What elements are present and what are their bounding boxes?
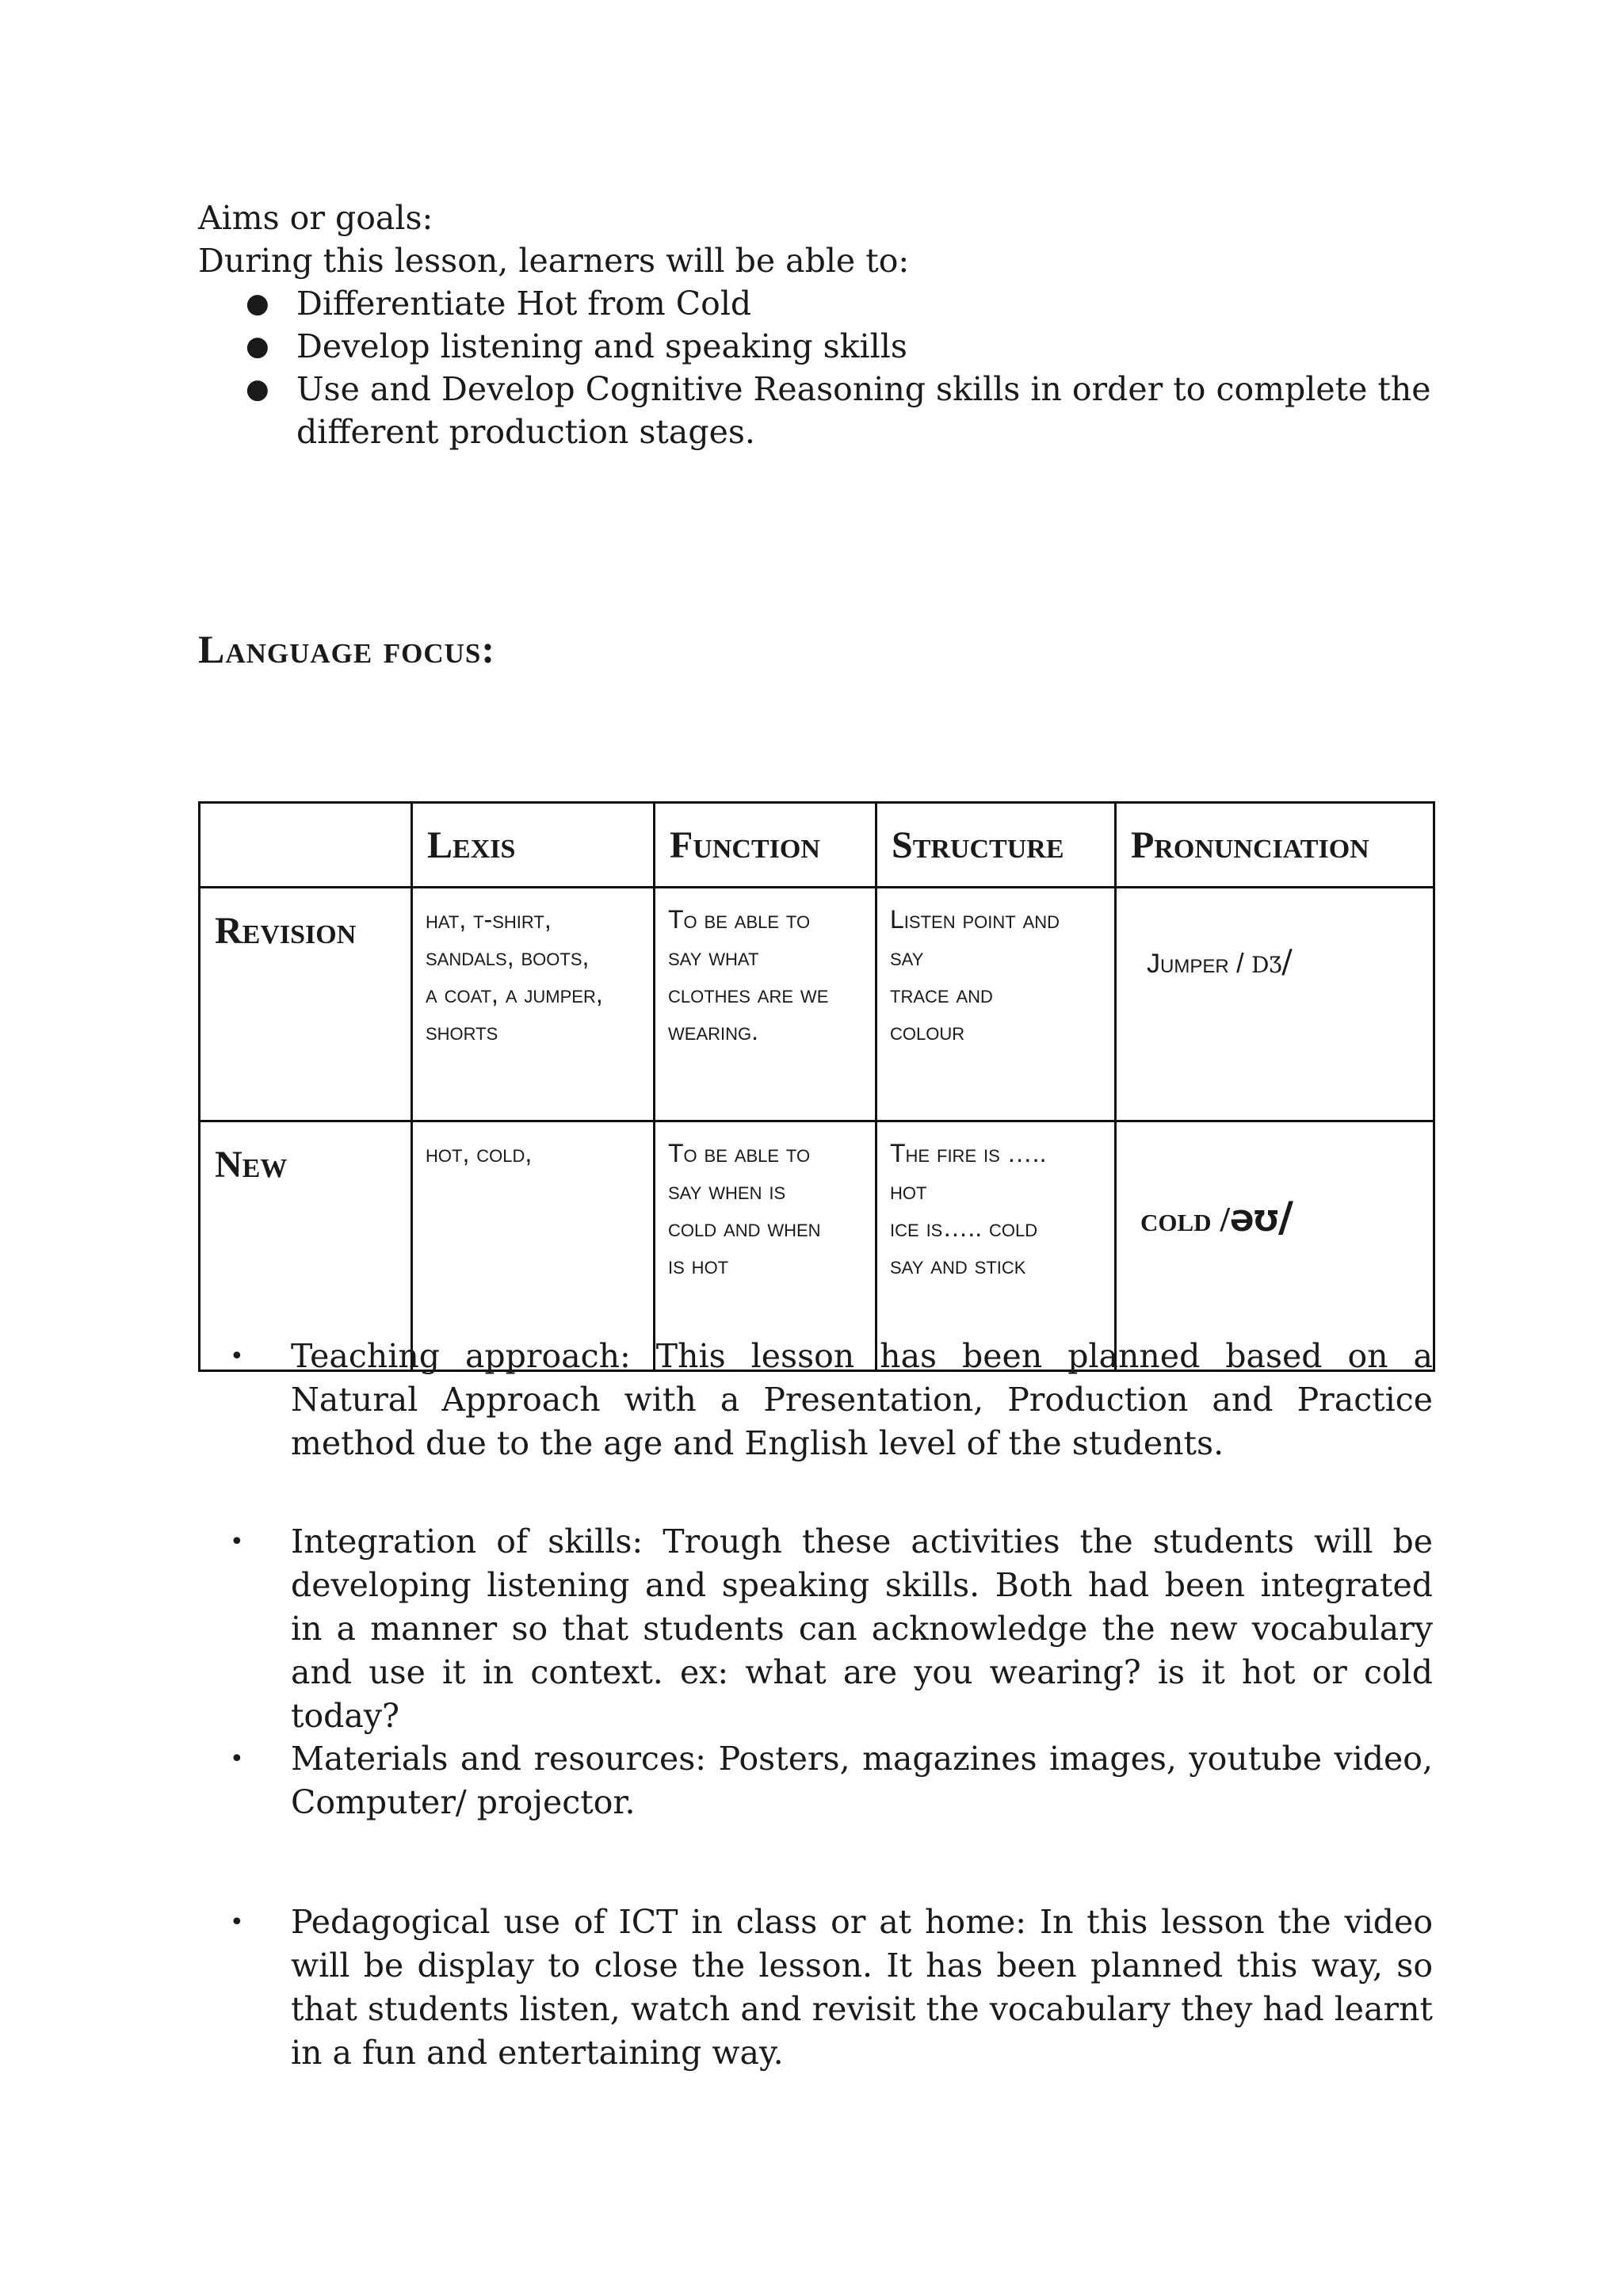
paragraph-text: Materials and resources: Posters, magazines images, youtube video, Computer/ projector.	[291, 1740, 1433, 1821]
cell-line: wearing.	[668, 1017, 759, 1045]
cell-line: hat, t-shirt,	[426, 905, 552, 934]
small-bullet-icon: •	[230, 1343, 244, 1370]
column-header-lexis: Lexis	[412, 803, 655, 888]
pronunciation-word: Jumper /	[1147, 949, 1244, 979]
round-bullet-icon: ●	[246, 373, 269, 405]
cell-line: trace and	[890, 980, 993, 1008]
new-structure-cell	[876, 1121, 1116, 1371]
small-bullet-icon: •	[230, 1528, 244, 1556]
revision-function-cell	[655, 888, 876, 1121]
column-header-structure: Structure	[876, 803, 1116, 888]
table-header-row	[200, 803, 1434, 888]
materials-resources-paragraph	[230, 1737, 1433, 1824]
cell-line: say what	[668, 942, 759, 971]
cell-line: hot, cold,	[426, 1139, 533, 1167]
integration-of-skills-paragraph	[230, 1520, 1433, 1738]
language-focus-table	[198, 801, 1435, 1372]
aims-goal-text: Differentiate Hot from Cold	[296, 285, 752, 323]
row-header-new: New	[200, 1121, 412, 1371]
cell-line: sandals, boots,	[426, 942, 590, 971]
paragraph-text: Pedagogical use of ICT in class or at home: In this lesson the video will be display to close the lesson. It has been planned this way, so that students listen, watch and revisit the vocabulary they had learnt in a fun and entertaining way.	[291, 1903, 1433, 2072]
cell-line: a coat, a jumper,	[426, 980, 603, 1008]
aims-goal-text: Use and Develop Cognitive Reasoning skills in order to complete the	[296, 370, 1431, 408]
cell-line: hot	[890, 1176, 927, 1205]
cell-line: To be able to	[668, 905, 811, 934]
ict-use-paragraph	[230, 1901, 1433, 2075]
pronunciation-ipa: dʒ/	[1251, 944, 1293, 980]
aims-goal-text: Develop listening and speaking skills	[296, 327, 907, 365]
teaching-approach-paragraph	[230, 1335, 1433, 1465]
column-header-pronunciation: Pronunciation	[1116, 803, 1434, 888]
small-bullet-icon: •	[230, 1745, 244, 1773]
aims-list-item-continued	[198, 411, 1434, 453]
aims-list-item	[198, 368, 1434, 411]
revision-structure-cell	[876, 888, 1116, 1121]
new-lexis-cell	[412, 1121, 655, 1371]
round-bullet-icon: ●	[246, 288, 269, 319]
cell-line: cold and when	[668, 1213, 821, 1242]
table-row-new	[200, 1121, 1434, 1371]
aims-section	[198, 197, 1434, 453]
cell-line: clothes are we	[668, 980, 829, 1008]
new-function-cell	[655, 1121, 876, 1371]
aims-list-item	[198, 282, 1434, 325]
revision-pronunciation-cell	[1116, 888, 1434, 1121]
aims-goal-text: different production stages.	[296, 413, 755, 451]
paragraph-text: Integration of skills: Trough these activities the students will be developing listening and speaking skills. Both had been integrated in a manner so that students can acknowledge the new vocabulary and use it in context. ex: what are you wearing? is it hot or cold today?	[291, 1522, 1433, 1735]
pronunciation-ipa: əʊ/	[1229, 1194, 1293, 1241]
new-pronunciation-cell	[1116, 1121, 1434, 1371]
cell-line: say	[890, 942, 924, 971]
column-header-function: Function	[655, 803, 876, 888]
cell-line: ice is….. cold	[890, 1213, 1038, 1242]
aims-heading: Aims or goals:	[198, 199, 433, 237]
row-header-revision: Revision	[200, 888, 412, 1121]
pronunciation-word: cold /	[1140, 1200, 1230, 1239]
cell-line: say and stick	[890, 1251, 1026, 1279]
small-bullet-icon: •	[230, 1908, 244, 1936]
cell-line: The fire is …..	[890, 1139, 1047, 1167]
aims-list-item	[198, 325, 1434, 368]
cell-line: colour	[890, 1017, 965, 1045]
table-corner-cell	[200, 803, 412, 888]
cell-line: is hot	[668, 1251, 729, 1279]
paragraph-text: Teaching approach: This lesson has been planned based on a Natural Approach with a Presentation, Production and Practice method due to the age and English level of the students.	[291, 1337, 1433, 1462]
revision-lexis-cell	[412, 888, 655, 1121]
aims-intro: During this lesson, learners will be able to:	[198, 242, 910, 280]
cell-line: Listen point and	[890, 905, 1060, 934]
cell-line: shorts	[426, 1017, 498, 1045]
cell-line: say when is	[668, 1176, 786, 1205]
aims-list	[198, 282, 1434, 453]
cell-line: To be able to	[668, 1139, 811, 1167]
language-focus-heading: Language focus:	[198, 627, 496, 671]
table-row-revision	[200, 888, 1434, 1121]
round-bullet-icon: ●	[246, 330, 269, 362]
